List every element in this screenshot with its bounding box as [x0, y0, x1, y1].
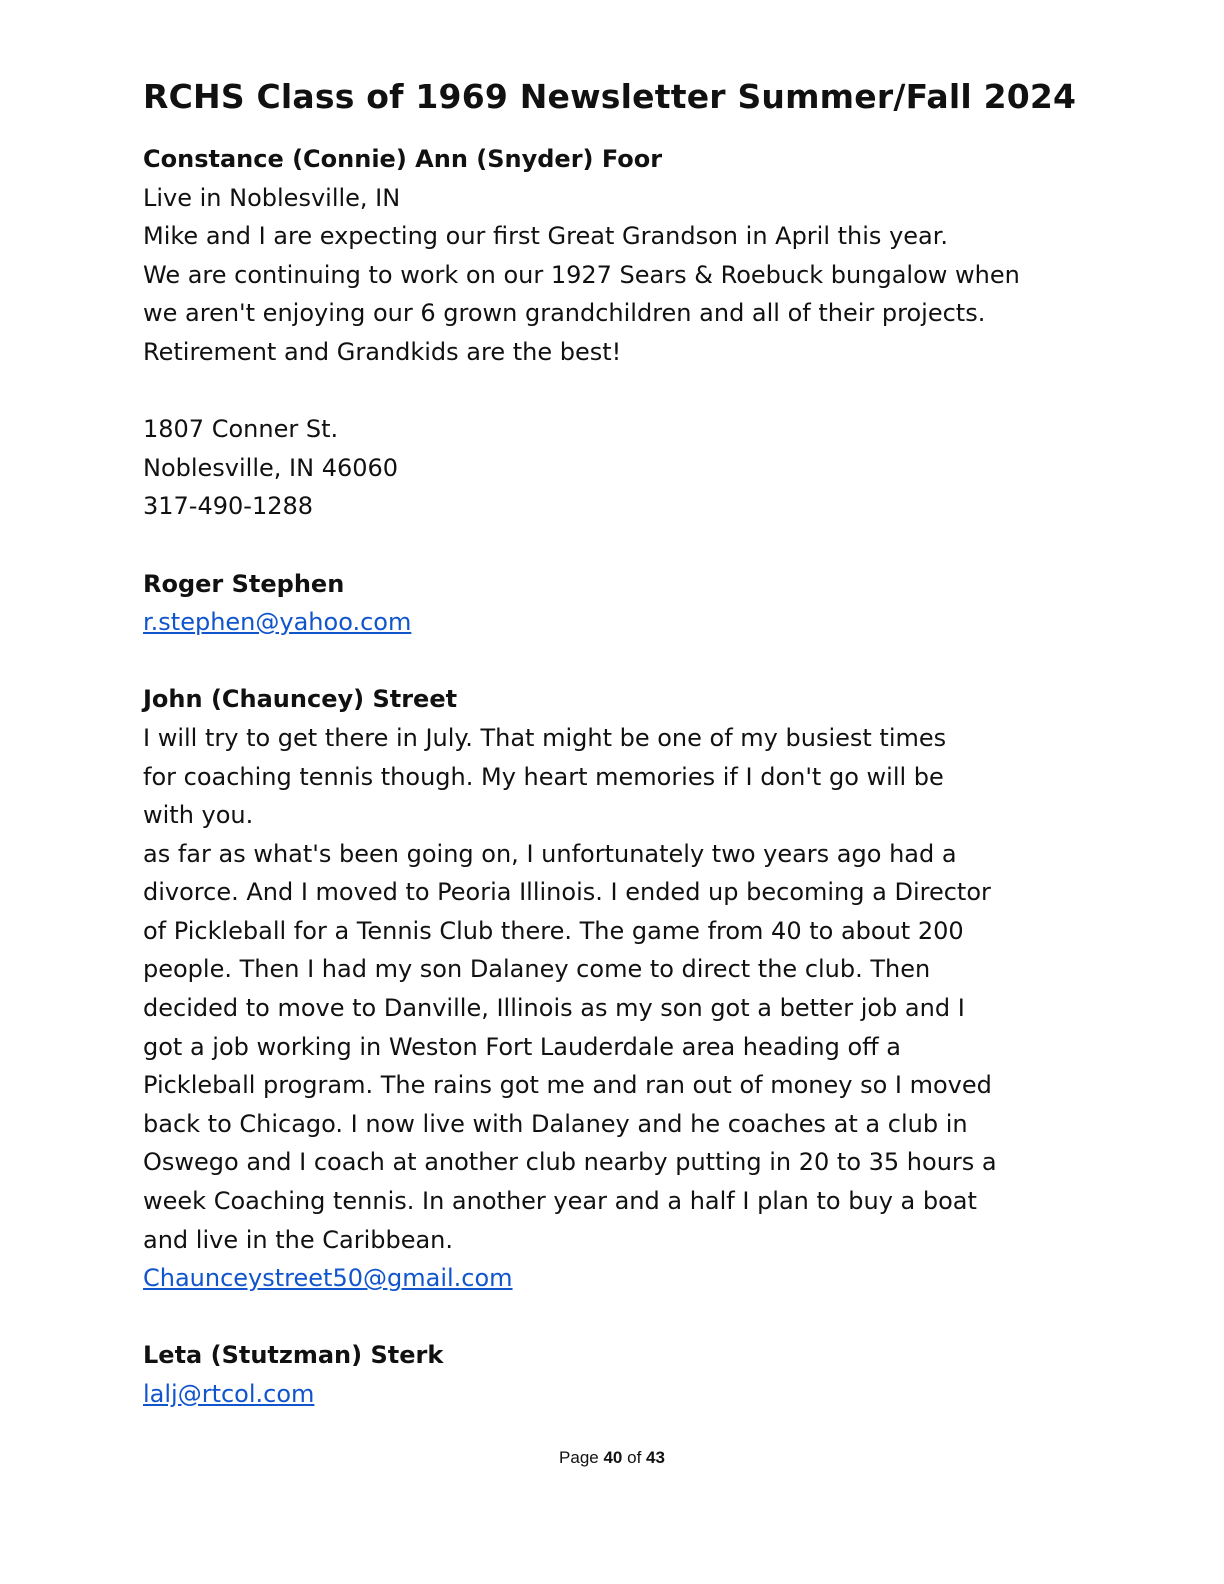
entry-text-line: Pickleball program. The rains got me and ran out of money so I moved [143, 1071, 992, 1100]
address-city: Noblesville, IN 46060 [143, 453, 399, 482]
entry-text-line: Mike and I are expecting our first Great Grandson in April this year. [143, 222, 949, 251]
entry-name: Roger Stephen [143, 569, 345, 598]
page-number: 40 [603, 1448, 623, 1467]
email-link[interactable]: Chaunceystreet50@gmail.com [143, 1264, 513, 1293]
entry-text-line: we aren't enjoying our 6 grown grandchildren and all of their projects. [143, 299, 986, 328]
entry-text-line: I will try to get there in July. That might be one of my busiest times [143, 723, 947, 752]
page-label: Page [559, 1448, 599, 1467]
entry-constance-foor [143, 140, 1093, 526]
entry-text-line: decided to move to Danville, Illinois as my son got a better job and I [143, 994, 965, 1023]
entry-text-line: with you. [143, 801, 254, 830]
entry-john-street [143, 680, 1093, 1298]
entry-name: John (Chauncey) Street [143, 685, 458, 714]
entry-text-line: We are continuing to work on our 1927 Sears & Roebuck bungalow when [143, 260, 1020, 289]
entry-roger-stephen [143, 565, 1093, 642]
spacer [143, 1298, 1093, 1337]
email-link[interactable]: lalj@rtcol.com [143, 1380, 315, 1408]
spacer [143, 526, 1093, 565]
entry-text-line: week Coaching tennis. In another year and a half I plan to buy a boat [143, 1187, 977, 1216]
entry-text-line: Live in Noblesville, IN [143, 183, 401, 212]
entry-text-line: of Pickleball for a Tennis Club there. The game from 40 to about 200 [143, 916, 964, 945]
address-street: 1807 Conner St. [143, 415, 339, 444]
entry-text-line: and live in the Caribbean. [143, 1225, 454, 1254]
entry-name: Constance (Connie) Ann (Snyder) Foor [143, 145, 663, 173]
entry-text-line: for coaching tennis though. My heart memories if I don't go will be [143, 762, 944, 791]
phone-number: 317-490-1288 [143, 492, 314, 521]
entry-text-line: Oswego and I coach at another club nearby putting in 20 to 35 hours a [143, 1148, 997, 1177]
entry-text-line: got a job working in Weston Fort Lauderdale area heading off a [143, 1032, 902, 1061]
entry-text-line: as far as what's been going on, I unfortunately two years ago had a [143, 839, 957, 868]
entry-text-line: Retirement and Grandkids are the best! [143, 337, 622, 366]
entry-text-line: divorce. And I moved to Peoria Illinois. I ended up becoming a Director [143, 878, 991, 907]
email-link[interactable]: r.stephen@yahoo.com [143, 608, 412, 637]
page-footer [0, 1446, 1224, 1470]
entry-text-line: people. Then I had my son Dalaney come to direct the club. Then [143, 955, 931, 984]
newsletter-page [143, 74, 1093, 1414]
page-total: 43 [646, 1448, 665, 1467]
entry-name: Leta (Stutzman) Sterk [143, 1341, 444, 1370]
entry-leta-sterk [143, 1336, 1093, 1413]
page-of-label: of [627, 1448, 642, 1467]
spacer [143, 642, 1093, 681]
entry-text-line: back to Chicago. I now live with Dalaney and he coaches at a club in [143, 1109, 968, 1138]
newsletter-title: RCHS Class of 1969 Newsletter Summer/Fall 2024 [143, 77, 1077, 116]
spacer [143, 372, 1093, 411]
